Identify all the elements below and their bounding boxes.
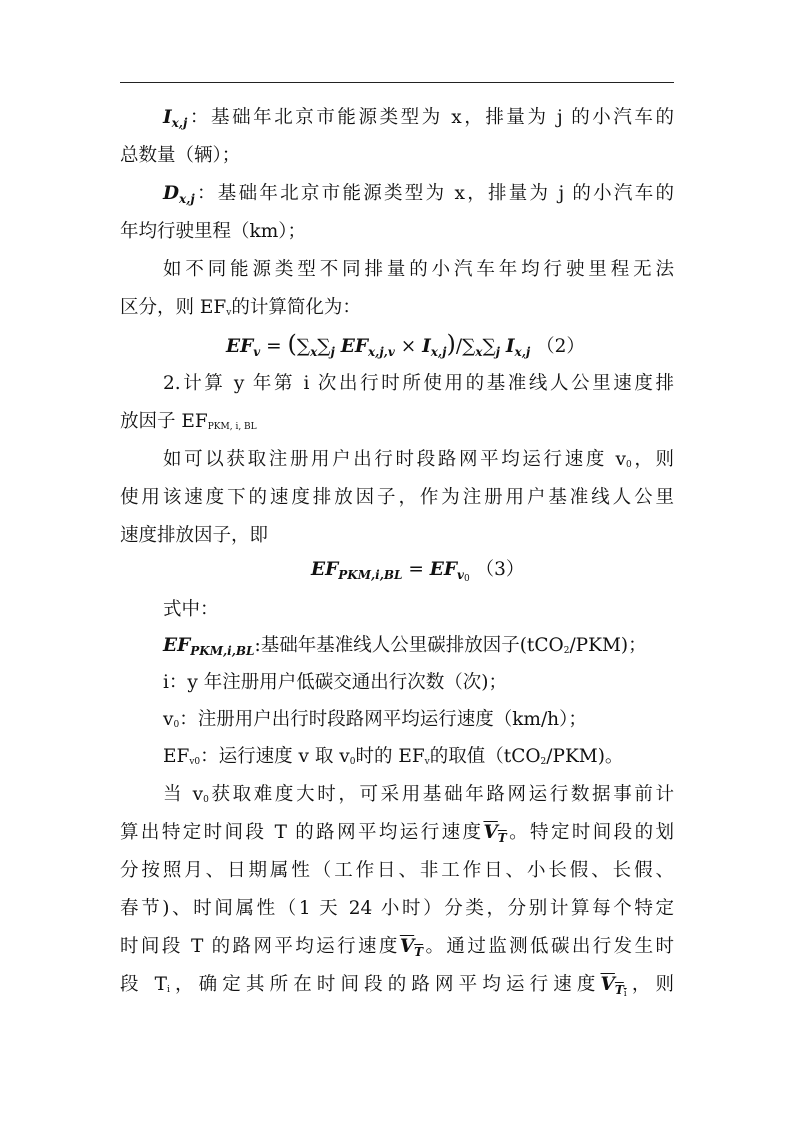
text-span: 时的 EF [355, 746, 425, 767]
definition-I [163, 104, 674, 137]
symbol-D-subscript: x,j [179, 192, 195, 206]
eq-rparen: ) [446, 330, 456, 358]
text-span: 的取值（tCO [429, 746, 541, 767]
eq-equals: = [266, 336, 282, 357]
eq-times: × [400, 336, 417, 357]
eq-lparen: ( [287, 330, 297, 358]
paragraph-speed [163, 446, 674, 479]
eq-EF: EF [226, 336, 254, 357]
eq-sub: x,j [514, 345, 531, 359]
symbol-VTi [600, 974, 627, 999]
text-sub: v0 [189, 757, 201, 767]
eq-sub: v [457, 568, 465, 582]
eq-sub: j [330, 345, 335, 359]
paragraph-simplify-cont [120, 294, 361, 327]
paragraph-fallback-cont5 [120, 971, 674, 1008]
eq-slash: / [455, 336, 463, 357]
eq-EF: EF [340, 336, 368, 357]
definition-D-text: ：基础年北京市能源类型为 x，排量为 j 的小汽车的 [194, 183, 674, 204]
eq-sub: PKM,i,BL [190, 644, 255, 658]
text-span: 算出特定时间段 T 的路网平均运行速度 [120, 822, 484, 843]
definition-I-text: ：基础年北京市能源类型为 x，排量为 j 的小汽车的 [187, 107, 674, 128]
definition-I-text-cont: 总数量（辆）； [120, 145, 241, 166]
eq-sub: x,j,v [367, 345, 395, 359]
text-span: 当 v [163, 784, 204, 805]
where-label: 式中： [163, 599, 219, 620]
definition-EF-PKM [163, 632, 647, 665]
eq-EF: EF [163, 635, 191, 656]
text-span: ，则 [626, 974, 674, 995]
text-span: 。通过监测低碳出行发生时 [423, 936, 674, 957]
text-span: 的计算简化为： [231, 297, 361, 318]
section-2-heading: 2.计算 y 年第 i 次出行时所使用的基准线人公里速度排 [163, 373, 674, 394]
eq-V: V [399, 936, 415, 957]
text-sub: 2 [540, 757, 547, 767]
eq-sub: x [475, 345, 483, 359]
text-span: 区分，则 EF [120, 297, 227, 318]
eq-sub: j [495, 345, 500, 359]
eq-sub: T [614, 983, 624, 997]
text-span: :基础年基准线人公里碳排放因子(tCO [254, 635, 564, 656]
symbol-I-subscript: x,j [171, 116, 188, 130]
eq-V: V [483, 822, 498, 843]
text-span: ，确定其所在时间段的路网平均运行速度 [169, 974, 601, 995]
eq-equals: = [408, 559, 424, 580]
text-sub: i [167, 985, 170, 995]
eq-sum: ∑ [462, 336, 476, 357]
equation-3-number: （3） [475, 559, 525, 580]
paragraph-speed-cont1: 使用该速度下的速度排放因子，作为注册用户基准线人公里 [120, 487, 674, 508]
eq-sum: ∑ [296, 336, 311, 357]
text-sub: 0 [203, 795, 209, 805]
equation-3 [311, 556, 524, 593]
definition-EFv0 [163, 743, 623, 776]
definition-D-text-cont: 年均行驶里程（km）； [120, 221, 307, 242]
definition-v0 [163, 706, 587, 739]
eq-EF: EF [311, 559, 339, 580]
text-sub: PKM, i, BL [207, 422, 257, 432]
paragraph-simplify: 如不同能源类型不同排量的小汽车年均行驶里程无法 [163, 259, 674, 280]
paragraph-speed-cont2: 速度排放因子，即 [120, 525, 269, 546]
definition-i: i：y 年注册用户低碳交通出行次数（次)； [163, 672, 507, 693]
eq-sub-sub: 0 [464, 574, 470, 584]
eq-V: V [600, 974, 615, 995]
eq-sub: v [253, 345, 261, 359]
eq-sub: T [414, 945, 424, 959]
text-span: 时间段 T 的路网平均运行速度 [120, 936, 400, 957]
text-span: ：注册用户出行时段路网平均运行速度（km/h）； [179, 709, 587, 730]
text-sub: v [424, 757, 430, 767]
equation-2 [226, 330, 585, 366]
eq-EF: EF [429, 559, 458, 580]
text-span: 段 T [120, 974, 167, 995]
eq-sub: x,j [430, 345, 447, 359]
text-span: ：运行速度 v 取 v [200, 746, 350, 767]
section-2-heading-cont [120, 408, 257, 441]
text-span: 获取难度大时，可采用基础年路网运行数据事前计 [208, 784, 674, 805]
paragraph-fallback [163, 781, 674, 814]
text-span: ，则 [631, 449, 674, 470]
text-span: /PKM)； [569, 635, 647, 656]
text-span: 如可以获取注册用户出行时段路网平均运行速度 v [163, 449, 626, 470]
text-span: 。特定时间段的划 [506, 822, 674, 843]
definition-D [163, 180, 674, 213]
eq-sub-sub: i [623, 989, 627, 999]
text-span: v [163, 709, 174, 730]
text-sub: 2 [563, 646, 570, 656]
symbol-VT-2 [400, 936, 423, 957]
eq-sum: ∑ [482, 336, 496, 357]
eq-sum: ∑ [317, 336, 331, 357]
text-span: 放因子 EF [120, 411, 208, 432]
text-span: EF [163, 746, 190, 767]
eq-sub: PKM,i,BL [338, 568, 403, 582]
equation-2-number: （2） [536, 336, 585, 357]
text-sub: v [226, 308, 232, 318]
symbol-VT [483, 822, 506, 843]
paragraph-fallback-cont1 [120, 819, 674, 852]
header-rule [120, 82, 674, 83]
text-sub: 0 [349, 757, 356, 767]
text-sub: 0 [173, 720, 180, 730]
eq-sub: T [497, 831, 507, 845]
paragraph-fallback-cont2: 分按照月、日期属性（工作日、非工作日、小长假、长假、 [120, 860, 674, 881]
eq-sub: x [310, 345, 318, 359]
paragraph-fallback-cont4 [120, 933, 674, 966]
eq-I: I [422, 336, 431, 357]
text-span: /PKM)。 [546, 746, 624, 767]
symbol-I: I [163, 107, 172, 128]
eq-I: I [505, 336, 515, 357]
paragraph-fallback-cont3: 春节)、时间属性（1 天 24 小时）分类，分别计算每个特定 [120, 898, 674, 919]
symbol-D: D [163, 183, 180, 204]
text-sub: 0 [625, 460, 632, 470]
